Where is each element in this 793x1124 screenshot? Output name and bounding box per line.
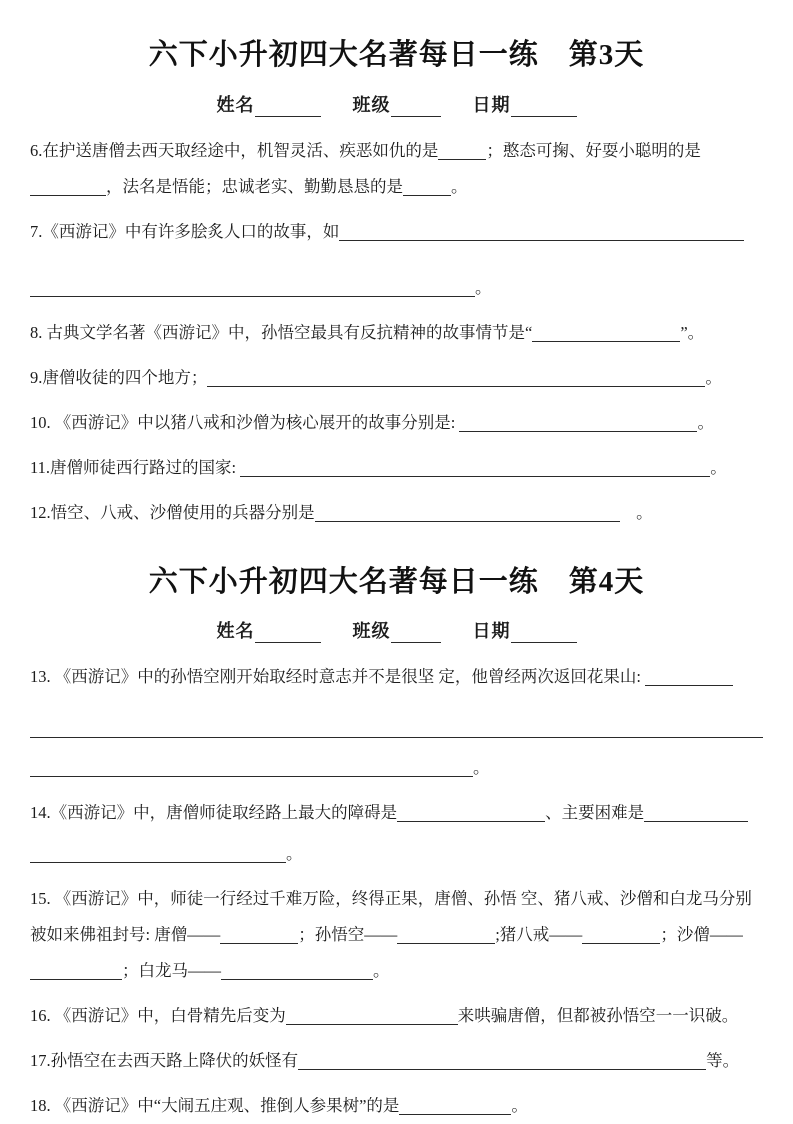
answer-blank bbox=[582, 928, 660, 944]
question-text: ；白龙马—— bbox=[122, 961, 221, 981]
answer-blank bbox=[532, 326, 680, 342]
question-text: ，法名是悟能；忠诚老实、勤勤恳恳的是 bbox=[106, 176, 403, 196]
answer-blank bbox=[438, 144, 486, 160]
info-field-label: 日期 bbox=[472, 94, 511, 115]
answer-blank bbox=[221, 964, 373, 980]
info-field-label: 班级 bbox=[352, 94, 391, 115]
info-field bbox=[473, 91, 577, 117]
question-text: ”。 bbox=[680, 322, 705, 342]
answer-blank bbox=[30, 848, 286, 864]
question-text: 。 bbox=[286, 844, 303, 864]
answer-blank bbox=[397, 807, 545, 823]
student-info-row bbox=[30, 91, 763, 117]
answer-blank bbox=[298, 1054, 706, 1070]
question-text: 。 bbox=[373, 961, 390, 981]
answer-blank bbox=[30, 281, 475, 297]
question-text: 。 bbox=[697, 412, 714, 432]
question-text: 7.《西游记》中有许多脍炙人口的故事，如 bbox=[30, 221, 340, 241]
section-title: 六下小升初四大名著每日一练 第3天 bbox=[148, 39, 645, 71]
section-title: 六下小升初四大名著每日一练 第4天 bbox=[148, 565, 645, 598]
answer-blank bbox=[30, 964, 122, 980]
question-list bbox=[30, 133, 763, 531]
answer-blank bbox=[399, 1099, 511, 1115]
question bbox=[30, 998, 763, 1034]
question-text: 14.《西游记》中，唐僧师徒取经路上最大的障碍是 bbox=[30, 803, 398, 823]
info-field-blank bbox=[511, 102, 577, 117]
answer-blank bbox=[403, 180, 451, 196]
info-field-blank bbox=[255, 102, 321, 117]
question-text: ；沙僧—— bbox=[660, 925, 743, 945]
question bbox=[30, 450, 763, 486]
question-text: ；孙悟空—— bbox=[298, 925, 398, 945]
question-text: 18. 《西游记》中“大闹五庄观、推倒人参果树”的是 bbox=[30, 1096, 400, 1115]
question-text: 。 bbox=[475, 277, 492, 297]
question bbox=[30, 881, 763, 989]
line-spacer bbox=[30, 747, 763, 750]
answer-blank bbox=[315, 506, 620, 522]
info-field-blank bbox=[511, 628, 577, 643]
info-field-label: 姓名 bbox=[216, 94, 255, 115]
question bbox=[30, 1088, 763, 1124]
question-text: 10. 《西游记》中以猪八戒和沙僧为核心展开的故事分别是: bbox=[30, 412, 460, 432]
answer-blank bbox=[30, 180, 106, 196]
answer-blank bbox=[339, 225, 744, 241]
info-field bbox=[353, 617, 441, 643]
answer-blank bbox=[644, 807, 748, 823]
question-text: 13. 《西游记》中的孙悟空刚开始取经时意志并不是很坚 定，他曾经两次返回花果山: bbox=[30, 667, 646, 687]
question-text: 12.悟空、八戒、沙僧使用的兵器分别是 bbox=[30, 502, 315, 522]
info-field-label: 姓名 bbox=[216, 621, 255, 642]
info-field-blank bbox=[391, 102, 441, 117]
answer-blank bbox=[30, 762, 473, 778]
info-field-label: 班级 bbox=[352, 621, 391, 642]
student-info-row bbox=[30, 617, 763, 643]
question bbox=[30, 1043, 763, 1079]
question-text: ；憨态可掬、好耍小聪明的是 bbox=[486, 140, 701, 160]
answer-blank bbox=[286, 1009, 458, 1025]
answer-blank bbox=[459, 416, 697, 432]
question-list bbox=[30, 659, 763, 1124]
question-text: 11.唐僧师徒西行路过的国家: bbox=[30, 457, 241, 477]
question bbox=[30, 795, 763, 872]
question-text: 8. 古典文学名著《西游记》中，孙悟空最具有反抗精神的故事情节是“ bbox=[30, 322, 533, 342]
question-text: 。 bbox=[511, 1096, 528, 1115]
info-field-blank bbox=[391, 628, 441, 643]
question-text: 6.在护送唐僧去西天取经途中，机智灵活、疾恶如仇的是 bbox=[30, 140, 439, 160]
answer-blank bbox=[645, 671, 733, 687]
question bbox=[30, 495, 763, 531]
question bbox=[30, 133, 763, 205]
answer-blank bbox=[220, 928, 298, 944]
question-text: ;猪八戒—— bbox=[495, 925, 583, 945]
worksheet-section bbox=[30, 38, 763, 531]
info-field bbox=[353, 91, 441, 117]
answer-blank bbox=[207, 371, 705, 387]
question-text: 、主要困难是 bbox=[545, 803, 645, 823]
worksheet-section bbox=[30, 565, 763, 1124]
info-field-label: 日期 bbox=[472, 621, 511, 642]
question-text: 。 bbox=[710, 457, 727, 477]
question-text: 。 bbox=[619, 502, 653, 522]
answer-blank bbox=[240, 461, 710, 477]
question bbox=[30, 315, 763, 351]
question-text: 16. 《西游记》中，白骨精先后变为 bbox=[30, 1006, 286, 1026]
info-field bbox=[217, 617, 321, 643]
line-spacer bbox=[30, 250, 763, 270]
question-text: 9.唐僧收徒的四个地方； bbox=[30, 367, 208, 387]
question-text: 。 bbox=[473, 758, 490, 778]
info-field bbox=[217, 91, 321, 117]
question bbox=[30, 659, 763, 786]
question bbox=[30, 405, 763, 441]
question-text: 17.孙悟空在去西天路上降伏的妖怪有 bbox=[30, 1051, 299, 1071]
question bbox=[30, 360, 763, 396]
question-text: 等。 bbox=[706, 1051, 740, 1071]
question-text: 15. 《西游记》中，师徒一行经过千难万险，终得正果，唐僧、孙悟 空、猪八戒、沙僧和白龙马分别被如来佛祖封号: 唐僧—— bbox=[30, 889, 752, 945]
line-spacer bbox=[30, 695, 763, 711]
line-spacer bbox=[30, 831, 763, 836]
question bbox=[30, 214, 763, 306]
answer-blank bbox=[397, 928, 495, 944]
question-text: 。 bbox=[451, 176, 468, 196]
question-text: 。 bbox=[705, 367, 722, 387]
answer-blank bbox=[30, 723, 763, 739]
question-text: 来哄骗唐僧，但都被孙悟空一一识破。 bbox=[457, 1006, 739, 1026]
info-field bbox=[473, 617, 577, 643]
info-field-blank bbox=[255, 628, 321, 643]
